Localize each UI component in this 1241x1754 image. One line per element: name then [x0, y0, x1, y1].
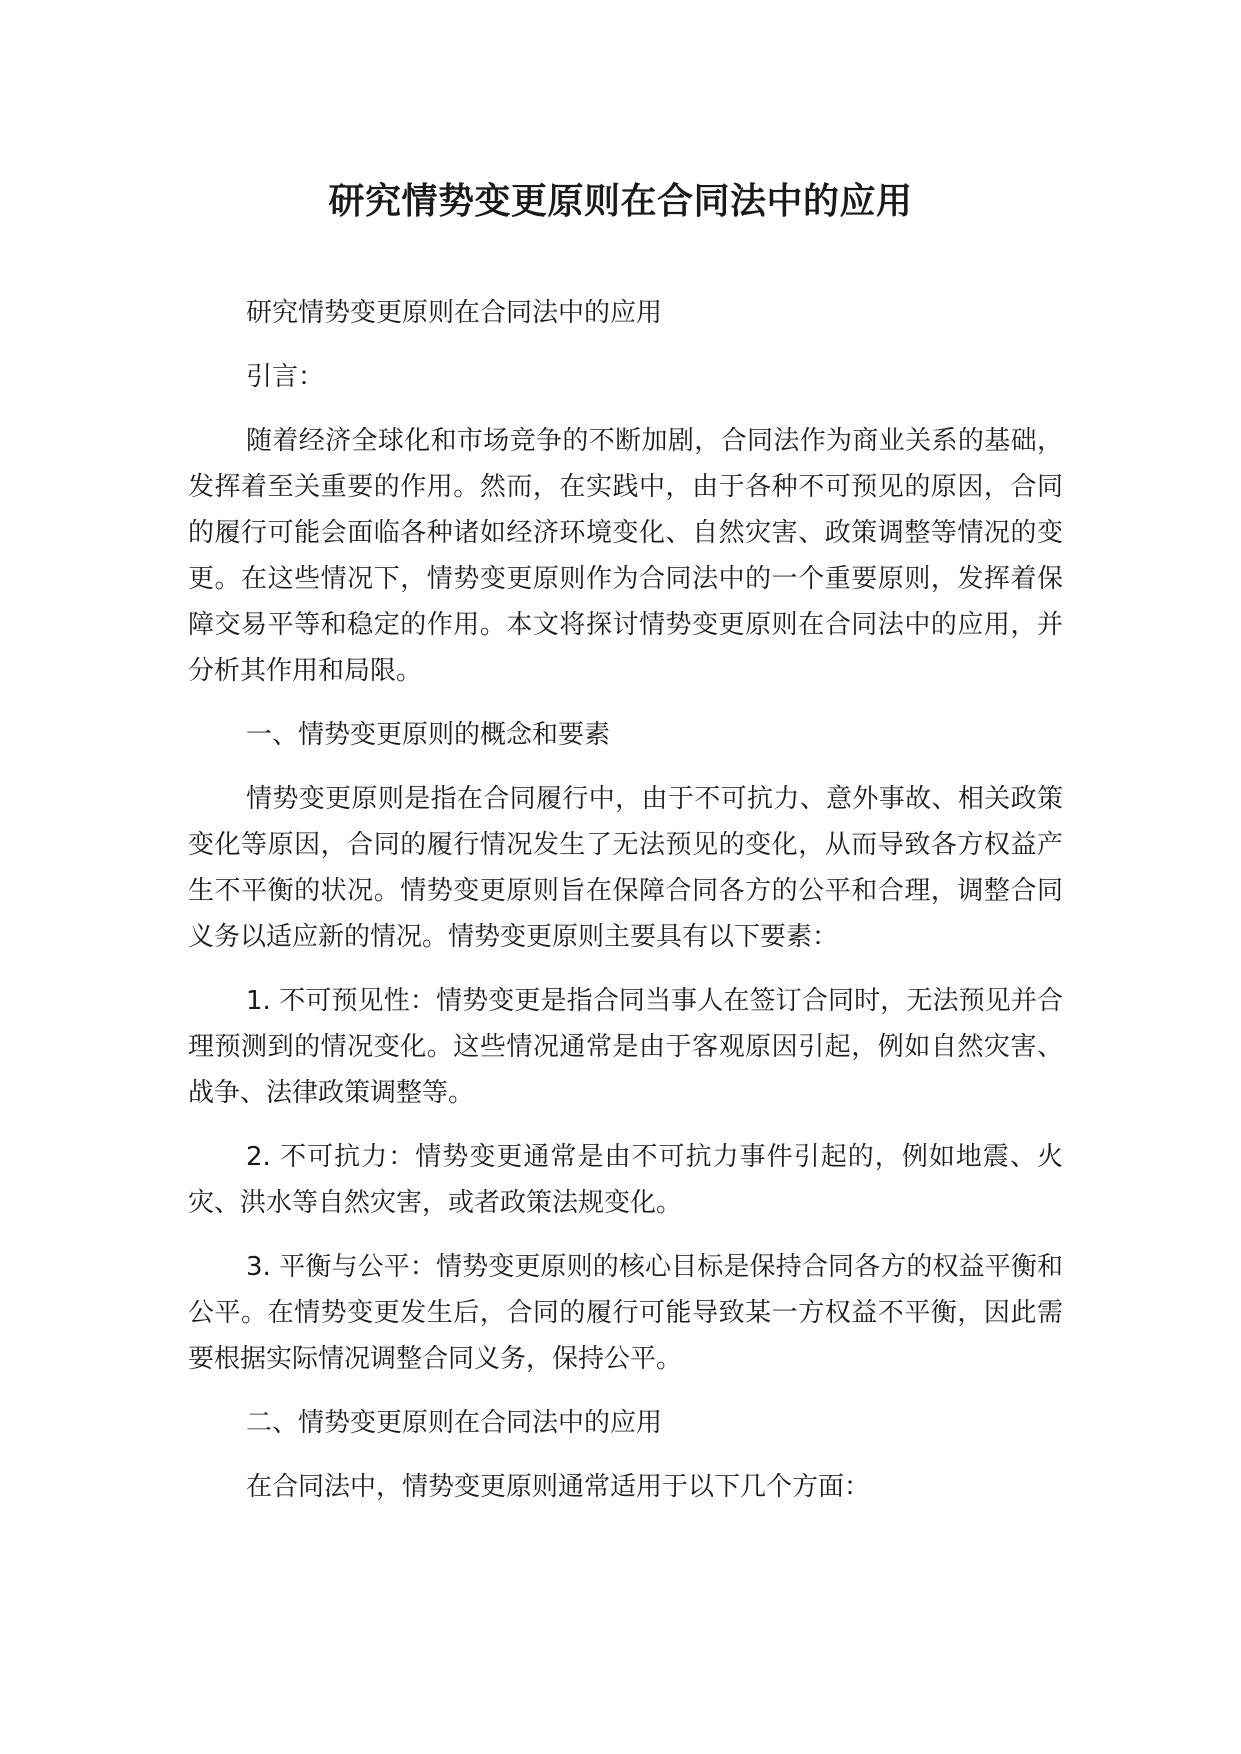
paragraph-intro: 随着经济全球化和市场竞争的不断加剧，合同法作为商业关系的基础，发挥着至关重要的作用。然而，在实践中，由于各种不可预见的原因，合同的履行可能会面临各种诸如经济环境变化、自然灾害、政策调整等情况的变更。在这些情况下，情势变更原则作为合同法中的一个重要原则，发挥着保障交易平等和稳定的作用。本文将探讨情势变更原则在合同法中的应用，并分析其作用和局限。	[188, 426, 1063, 686]
paragraph-application: 在合同法中，情势变更原则通常适用于以下几个方面：	[246, 1472, 871, 1502]
document-body	[188, 290, 1063, 1528]
section-heading-1: 一、情势变更原则的概念和要素	[246, 720, 611, 750]
paragraph-concept: 情势变更原则是指在合同履行中，由于不可抗力、意外事故、相关政策变化等原因，合同的履行情况发生了无法预见的变化，从而导致各方权益产生不平衡的状况。情势变更原则旨在保障合同各方的公平和合理，调整合同义务以适应新的情况。情势变更原则主要具有以下要素：	[188, 784, 1063, 952]
document-title: 研究情势变更原则在合同法中的应用	[328, 181, 913, 222]
paragraph-subtitle: 研究情势变更原则在合同法中的应用	[246, 298, 663, 328]
section-heading-2: 二、情势变更原则在合同法中的应用	[246, 1408, 663, 1438]
list-item-1: 1. 不可预见性：情势变更是指合同当事人在签订合同时，无法预见并合理预测到的情况变化。这些情况通常是由于客观原因引起，例如自然灾害、战争、法律政策调整等。	[188, 986, 1063, 1108]
list-item-3: 3. 平衡与公平：情势变更原则的核心目标是保持合同各方的权益平衡和公平。在情势变更发生后，合同的履行可能导致某一方权益不平衡，因此需要根据实际情况调整合同义务，保持公平。	[188, 1252, 1063, 1374]
list-item-2: 2. 不可抗力：情势变更通常是由不可抗力事件引起的，例如地震、火灾、洪水等自然灾害，或者政策法规变化。	[188, 1142, 1063, 1218]
paragraph-intro-heading: 引言：	[246, 362, 325, 392]
